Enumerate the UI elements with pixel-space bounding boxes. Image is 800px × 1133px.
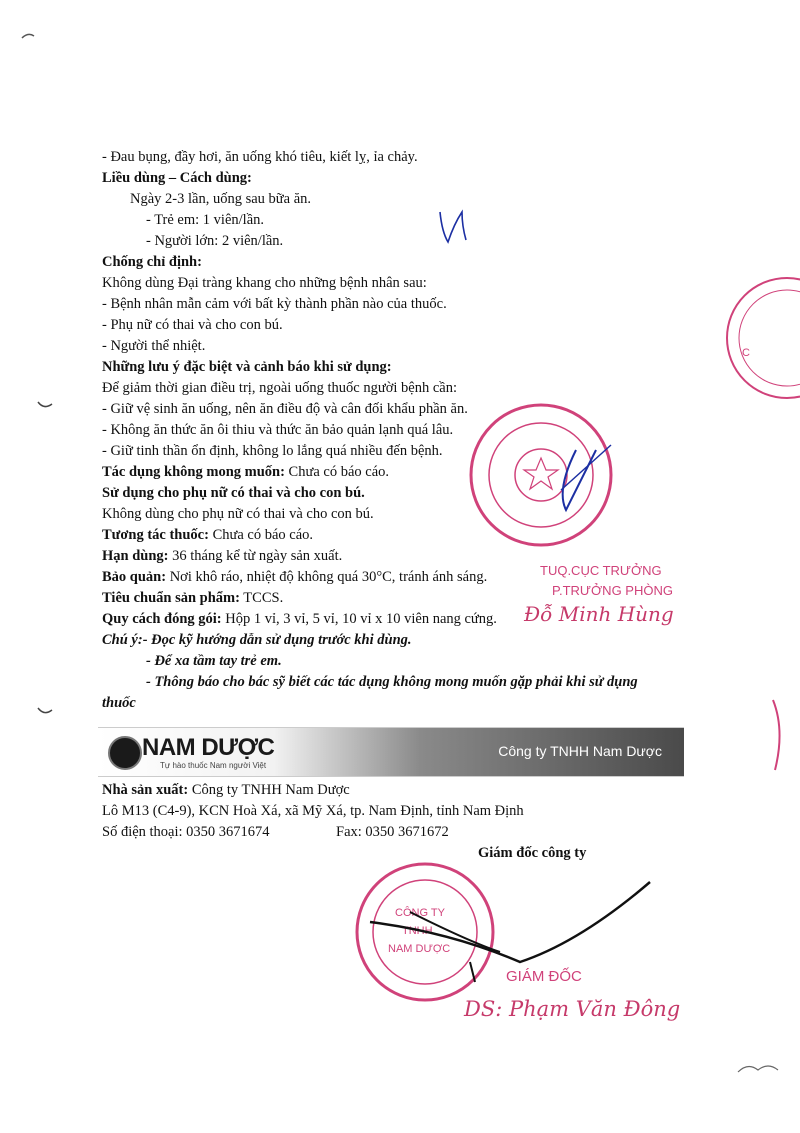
ministry-stamp-name: Đỗ Minh Hùng — [524, 602, 674, 626]
logo-text: NAM DƯỢC — [142, 734, 275, 761]
contraindication-line: - Người thể nhiệt. — [102, 338, 206, 354]
svg-text:C: C — [742, 347, 750, 359]
svg-text:NAM DƯỢC: NAM DƯỢC — [388, 943, 451, 955]
dosage-line: Ngày 2-3 lần, uống sau bữa ăn. — [130, 191, 312, 207]
warning-line: Để giảm thời gian điều trị, ngoài uống thuốc người bệnh cần: — [102, 380, 458, 396]
nam-duoc-logo-icon — [108, 736, 142, 770]
warning-line: - Giữ vệ sinh ăn uống, nên ăn điều độ và cân đối khẩu phần ăn. — [102, 401, 468, 417]
expiry-line — [102, 547, 342, 565]
company-banner — [98, 727, 684, 777]
packaging-value: Hộp 1 vỉ, 3 vỉ, 5 vỉ, 10 vỉ x 10 viên nang cứng. — [221, 611, 497, 627]
ministry-seal — [466, 400, 616, 550]
manufacturer-address: Lô M13 (C4-9), KCN Hoà Xá, xã Mỹ Xá, tp. Nam Định, tỉnh Nam Định — [102, 803, 524, 819]
storage-line — [102, 568, 487, 586]
partial-seal — [712, 268, 800, 408]
interactions-label: Tương tác thuốc: — [102, 527, 209, 543]
note-line: - Để xa tầm tay trẻ em. — [146, 653, 282, 669]
dosage-heading: Liều dùng – Cách dùng: — [102, 170, 252, 186]
manufacturer-label: Nhà sản xuất: — [102, 782, 189, 798]
dosage-line: - Trẻ em: 1 viên/lần. — [146, 212, 265, 228]
side-effects-label: Tác dụng không mong muốn: — [102, 464, 285, 480]
company-stamp-name: DS: Phạm Văn Đông — [464, 997, 681, 1021]
interactions-value: Chưa có báo cáo. — [208, 527, 314, 543]
pregnancy-line: Không dùng cho phụ nữ có thai và cho con bú. — [102, 506, 374, 522]
interactions-line — [102, 526, 313, 544]
contraindication-line: Không dùng Đại tràng khang cho những bệnh nhân sau: — [102, 275, 427, 291]
banner-company-name: Công ty TNHH Nam Dược — [498, 743, 662, 759]
logo-tagline: Tự hào thuốc Nam người Việt — [160, 761, 267, 770]
symptom-line: - Đau bụng, đầy hơi, ăn uống khó tiêu, kiết lỵ, ỉa chảy. — [102, 149, 418, 165]
packaging-label: Quy cách đóng gói: — [102, 611, 222, 627]
manufacturer-fax: Fax: 0350 3671672 — [336, 824, 449, 840]
standard-line — [102, 589, 283, 607]
pregnancy-heading: Sử dụng cho phụ nữ có thai và cho con bú. — [102, 485, 365, 501]
ministry-stamp-line1: TUQ.CỤC TRƯỞNG — [540, 563, 662, 578]
manufacturer-name: Công ty TNHH Nam Dược — [188, 782, 350, 798]
side-effects-value: Chưa có báo cáo. — [284, 464, 390, 480]
standard-label: Tiêu chuẩn sản phẩm: — [102, 590, 240, 606]
warnings-heading: Những lưu ý đặc biệt và cảnh báo khi sử dụng: — [102, 359, 392, 375]
storage-label: Bảo quản: — [102, 569, 167, 585]
svg-text:TNHH: TNHH — [402, 925, 433, 937]
company-stamp-title: GIÁM ĐỐC — [506, 968, 582, 985]
storage-value: Nơi khô ráo, nhiệt độ không quá 30°C, tránh ánh sáng. — [166, 569, 488, 585]
contraindication-line: - Phụ nữ có thai và cho con bú. — [102, 317, 283, 333]
contraindications-heading: Chống chỉ định: — [102, 254, 202, 270]
manufacturer-phone: Số điện thoại: 0350 3671674 — [102, 824, 270, 840]
warning-line: - Giữ tinh thần ổn định, không lo lắng quá nhiều đến bệnh. — [102, 443, 443, 459]
manufacturer-line — [102, 781, 350, 799]
expiry-label: Hạn dùng: — [102, 548, 169, 564]
side-effects-line — [102, 463, 389, 481]
dosage-line: - Người lớn: 2 viên/lần. — [146, 233, 284, 249]
note-line: - Thông báo cho bác sỹ biết các tác dụng không mong muốn gặp phải khi sử dụng — [146, 674, 638, 690]
director-title: Giám đốc công ty — [478, 845, 587, 861]
warning-line: - Không ăn thức ăn ôi thiu và thức ăn bảo quản lạnh quá lâu. — [102, 422, 454, 438]
ministry-stamp-line2: P.TRƯỞNG PHÒNG — [552, 583, 673, 598]
note-line: thuốc — [102, 695, 136, 711]
note-line: Chú ý:- Đọc kỹ hướng dẫn sử dụng trước khi dùng. — [102, 632, 412, 648]
packaging-line — [102, 610, 497, 628]
contraindication-line: - Bệnh nhân mẫn cảm với bất kỳ thành phần nào của thuốc. — [102, 296, 447, 312]
expiry-value: 36 tháng kể từ ngày sản xuất. — [168, 548, 343, 564]
standard-value: TCCS. — [239, 590, 284, 606]
svg-text:CÔNG TY: CÔNG TY — [395, 907, 445, 919]
